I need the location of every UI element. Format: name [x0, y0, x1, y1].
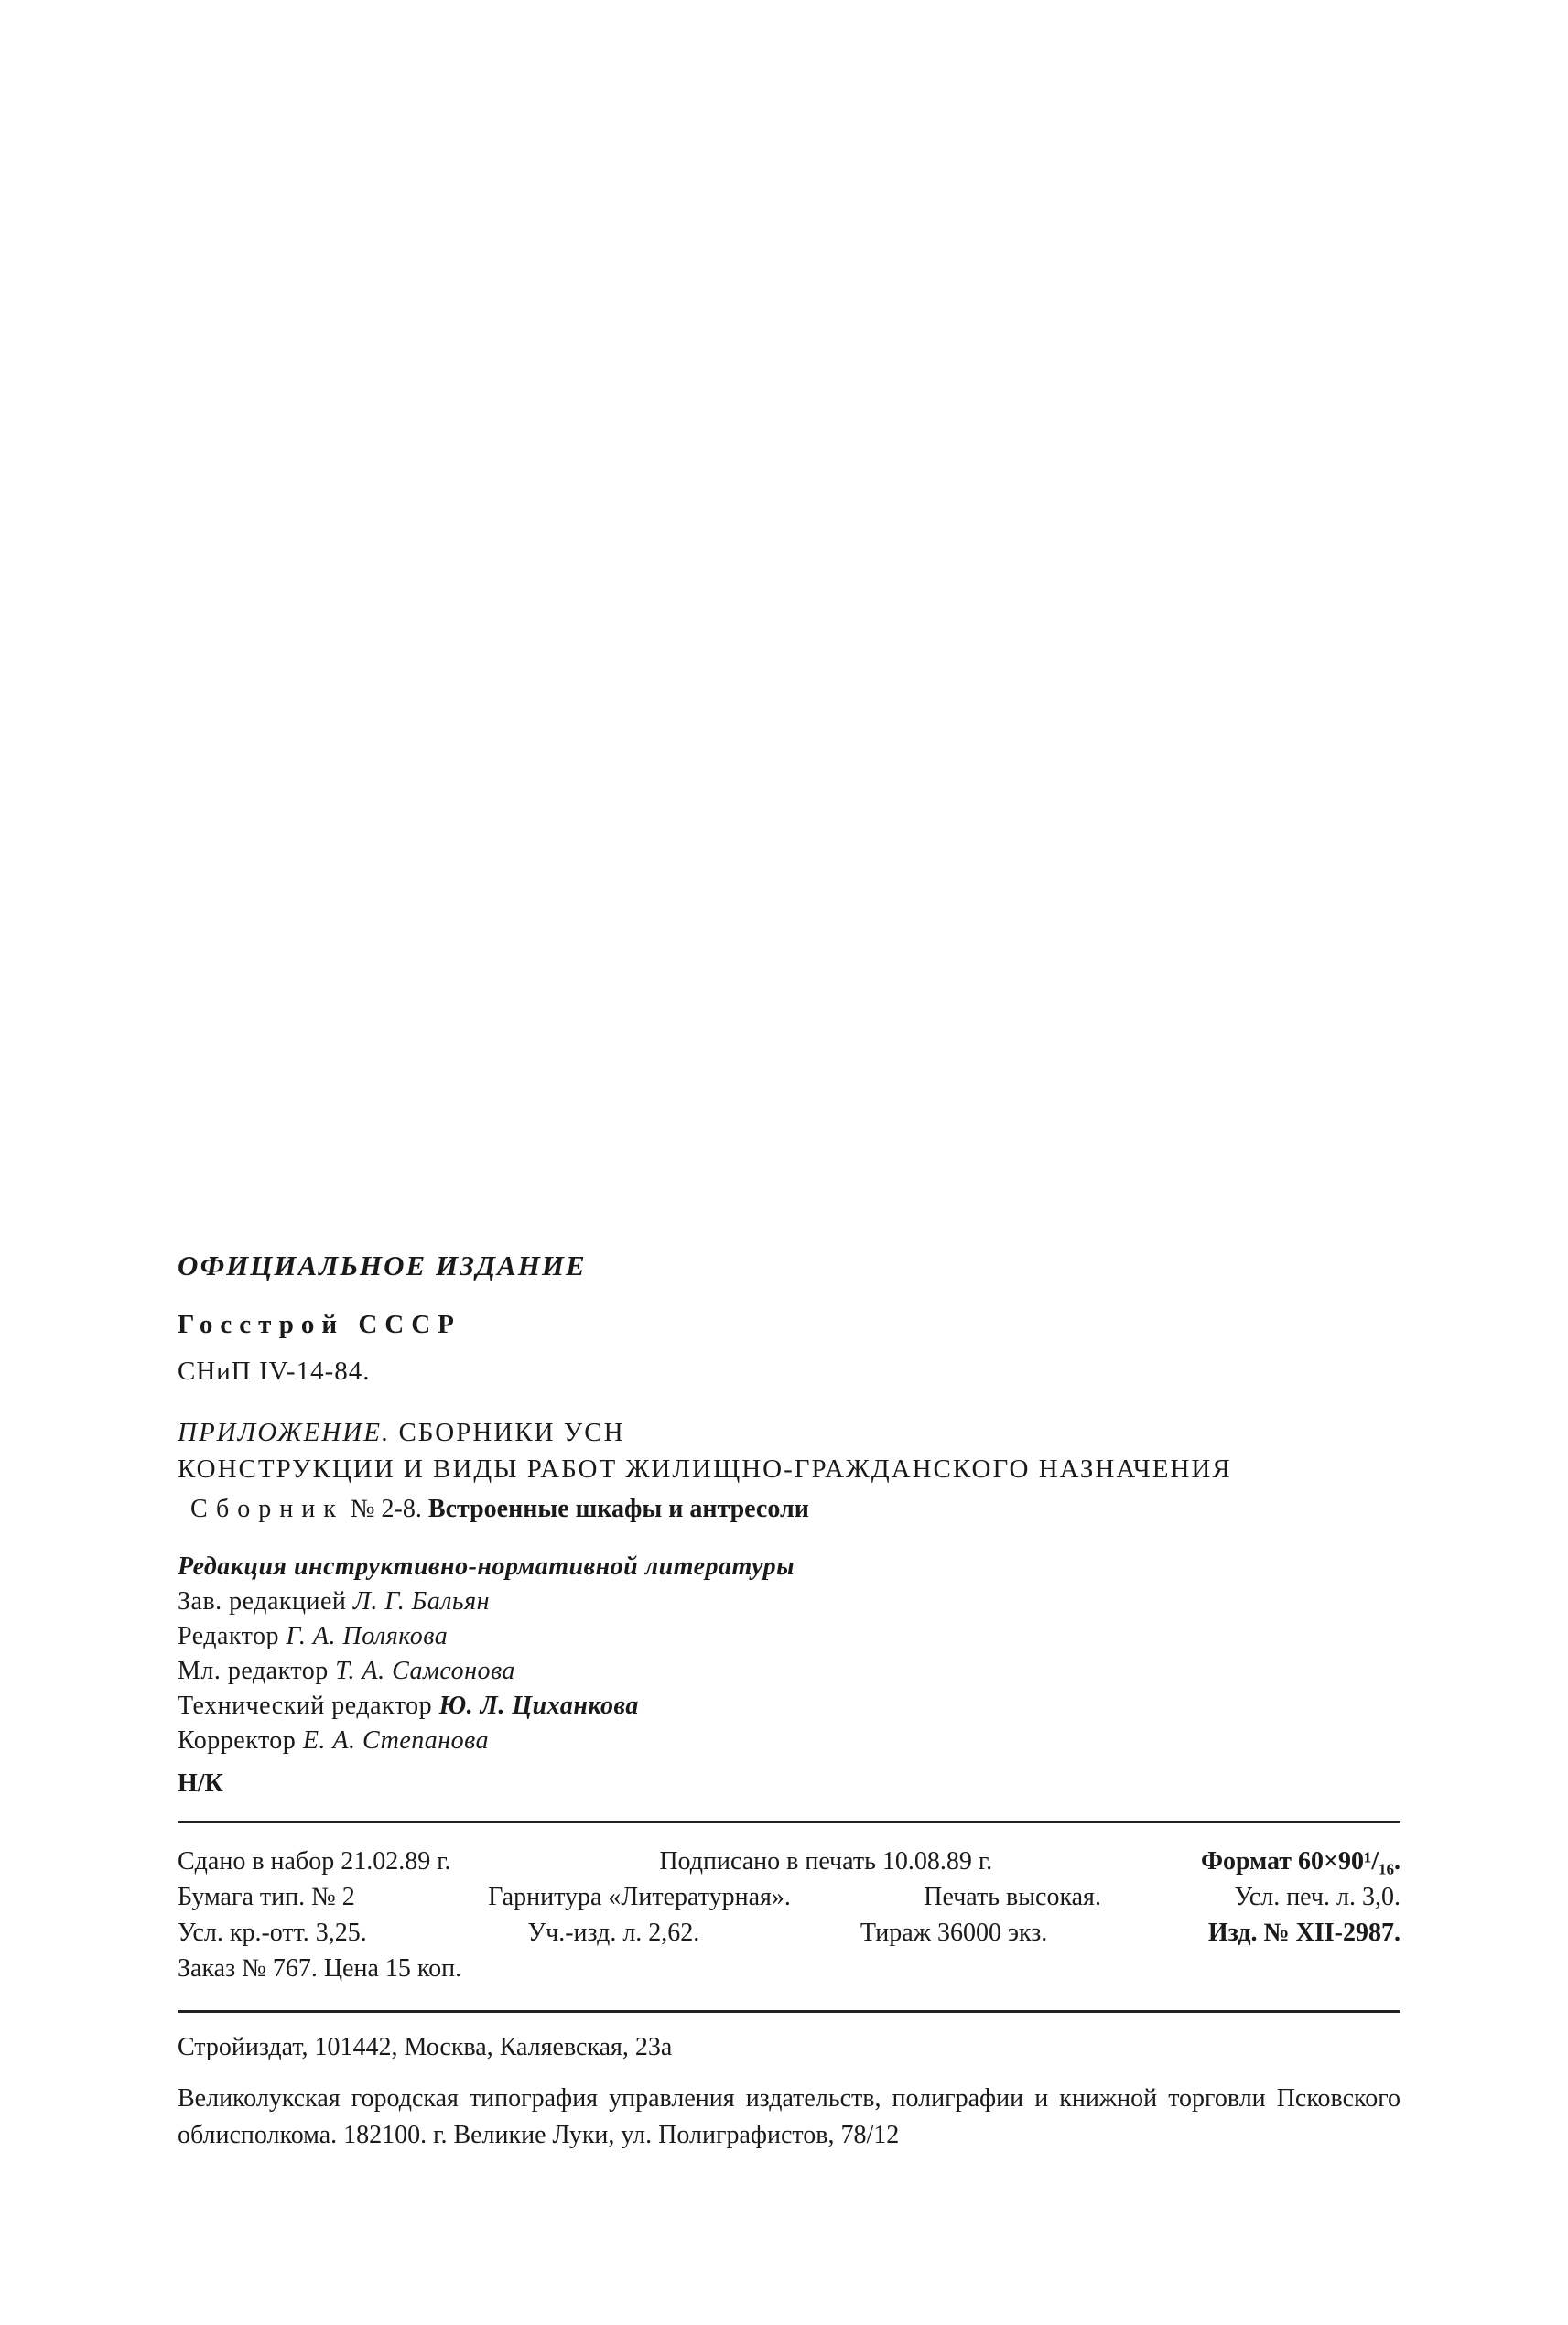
credit-proofreader	[178, 1724, 1404, 1758]
credit-label: Зав. редакцией	[178, 1587, 353, 1616]
credit-tech-editor	[178, 1689, 1404, 1724]
production-cell: Подписано в печать 10.08.89 г.	[659, 1847, 993, 1876]
colophon	[178, 1249, 1404, 2154]
production-cell: Уч.-изд. л. 2,62.	[527, 1919, 700, 1947]
editorial-office: Редакция инструктивно-нормативной литературы	[178, 1552, 795, 1581]
gosstroy-heading: Госстрой СССР	[178, 1310, 461, 1339]
printer-info: Великолукская городская типография управления издательств, полиграфии и книжной торговли Псковского облисполкома. 182100. г. Великие Луки, ул. Полиграфистов, 78/12	[178, 2084, 1400, 2149]
collection-title	[190, 1495, 1404, 1524]
production-details	[178, 1844, 1404, 1986]
divider	[178, 2010, 1400, 2013]
credits	[178, 1550, 1404, 1758]
credit-label: Редактор	[178, 1622, 287, 1650]
credit-label: Технический редактор	[178, 1692, 439, 1720]
production-cell: Сдано в набор 21.02.89 г.	[178, 1847, 451, 1876]
credit-name: Т. А. Самсонова	[335, 1657, 515, 1685]
appendix-subtitle: КОНСТРУКЦИИ И ВИДЫ РАБОТ ЖИЛИЩНО-ГРАЖДАНСКОГО НАЗНАЧЕНИЯ	[178, 1454, 1232, 1484]
production-row	[178, 1915, 1400, 1951]
appendix-label: ПРИЛОЖЕНИЕ.	[178, 1418, 391, 1447]
credit-label: Корректор	[178, 1726, 303, 1755]
production-cell: Бумага тип. № 2	[178, 1883, 355, 1911]
production-cell: Гарнитура «Литературная».	[488, 1883, 791, 1911]
collection-word: Сборник	[190, 1495, 344, 1523]
production-row	[178, 1844, 1400, 1879]
credit-label: Мл. редактор	[178, 1657, 336, 1685]
production-cell: Формат 60×90¹/₁₆.	[1200, 1847, 1400, 1876]
credit-junior-editor	[178, 1654, 1404, 1689]
collection-number: № 2-8.	[343, 1495, 428, 1523]
credit-name: Л. Г. Бальян	[352, 1587, 491, 1616]
credit-name: Г. А. Полякова	[286, 1622, 449, 1650]
order-price: Заказ № 767. Цена 15 коп.	[178, 1954, 462, 1983]
production-cell: Печать высокая.	[924, 1883, 1101, 1911]
credit-name: Ю. Л. Циханкова	[438, 1692, 639, 1720]
production-cell: Тираж 36000 экз.	[860, 1919, 1048, 1947]
credit-name: Е. А. Степанова	[302, 1726, 490, 1755]
collection-name: Встроенные шкафы и антресоли	[427, 1495, 809, 1523]
nk-mark: Н/К	[178, 1769, 223, 1798]
snip-code: СНиП IV-14-84.	[178, 1357, 371, 1386]
official-edition-label: ОФИЦИАЛЬНОЕ ИЗДАНИЕ	[178, 1249, 587, 1281]
credit-editor	[178, 1619, 1404, 1654]
production-cell: Усл. кр.-отт. 3,25.	[178, 1919, 367, 1947]
divider	[178, 1821, 1400, 1823]
production-cell: Усл. печ. л. 3,0.	[1234, 1883, 1400, 1911]
publisher-address: Стройиздат, 101442, Москва, Каляевская, 23а	[178, 2033, 673, 2061]
production-row	[178, 1879, 1400, 1915]
production-cell: Изд. № XII-2987.	[1207, 1919, 1400, 1947]
appendix-rest: СБОРНИКИ УСН	[390, 1418, 625, 1447]
appendix-title	[178, 1414, 1404, 1451]
credit-head	[178, 1584, 1404, 1619]
